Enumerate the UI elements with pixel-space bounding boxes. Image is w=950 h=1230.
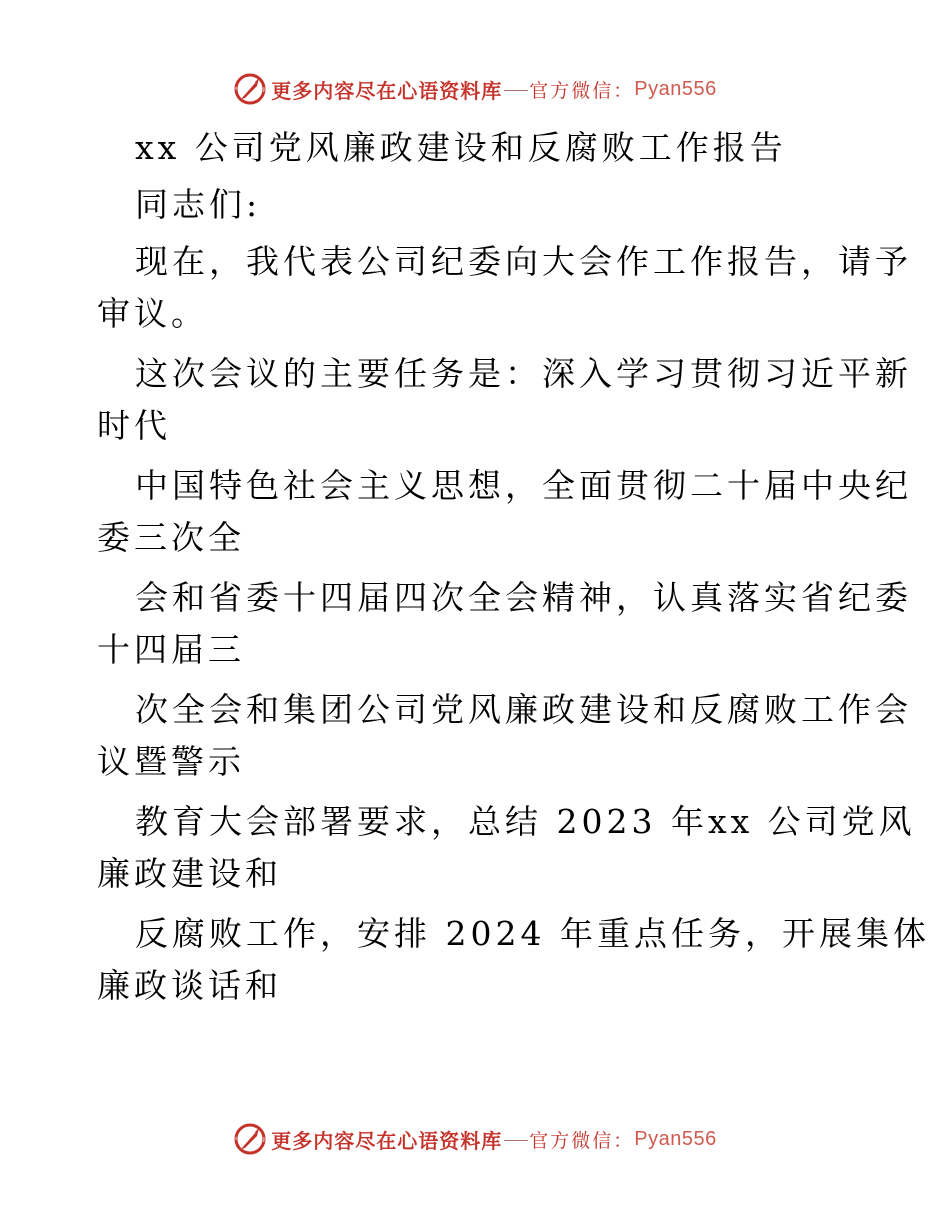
document-body: [97, 122, 930, 1020]
watermark-line: [233, 72, 716, 106]
watermark-dash: [504, 90, 528, 91]
paragraph-line: 现在，我代表公司纪委向大会作工作报告，请予: [135, 242, 912, 281]
paragraph: [97, 684, 912, 788]
paragraph-line: 廉政谈话和: [97, 966, 282, 1005]
watermark-dash: [504, 1140, 528, 1141]
paragraph-line: 廉政建设和: [97, 854, 282, 893]
paragraph-line: 委三次全: [97, 518, 245, 557]
paragraph-line: 十四届三: [97, 630, 245, 669]
paragraph: [97, 908, 930, 1012]
paragraph-line: 教育大会部署要求，总结 2023 年xx 公司党风: [135, 802, 916, 841]
paragraph-line: 时代: [97, 406, 171, 445]
paragraph-line: 反腐败工作，安排 2024 年重点任务，开展集体: [135, 914, 930, 953]
quill-logo-icon: [233, 1122, 267, 1156]
document-salutation: 同志们:: [135, 185, 262, 224]
watermark-wechat-label: 官方微信：: [529, 79, 635, 102]
paragraph-line: 议暨警示: [97, 742, 245, 781]
footer-watermark: [0, 1122, 950, 1156]
paragraph-line: 这次会议的主要任务是：深入学习贯彻习近平新: [135, 354, 912, 393]
watermark-line: [233, 1122, 716, 1156]
quill-logo-icon: [233, 72, 267, 106]
watermark-wechat-label: 官方微信：: [529, 1129, 635, 1152]
watermark-library-text: 更多内容尽在心语资料库: [271, 1128, 503, 1153]
header-watermark: [0, 72, 950, 106]
paragraph: [97, 572, 912, 676]
paragraph: [97, 796, 916, 900]
paragraph-line: 中国特色社会主义思想，全面贯彻二十届中央纪: [135, 466, 912, 505]
watermark-wechat-id: Pyan556: [634, 1127, 717, 1150]
paragraph: [97, 348, 912, 452]
watermark-library-text: 更多内容尽在心语资料库: [271, 78, 503, 103]
paragraph-line: 审议。: [97, 294, 208, 333]
paragraph-line: 会和省委十四届四次全会精神，认真落实省纪委: [135, 578, 912, 617]
watermark-wechat-id: Pyan556: [634, 77, 717, 100]
paragraph-line: 次全会和集团公司党风廉政建设和反腐败工作会: [135, 690, 912, 729]
paragraph: [97, 236, 912, 340]
document-title: xx 公司党风廉政建设和反腐败工作报告: [135, 128, 787, 167]
paragraph: [97, 460, 912, 564]
